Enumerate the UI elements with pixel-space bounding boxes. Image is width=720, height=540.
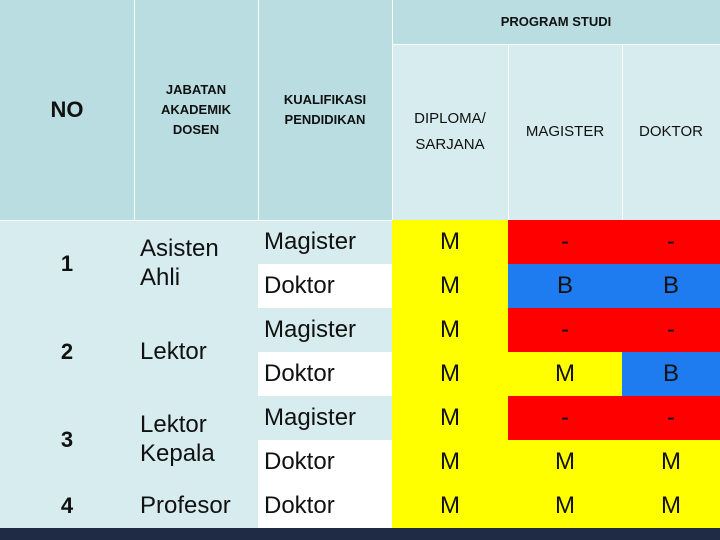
row-4-no-label: 4 bbox=[60, 493, 74, 518]
row-1b-magister-value: B bbox=[556, 271, 573, 299]
row-4-doktor-value: M bbox=[661, 491, 681, 519]
header-magister bbox=[508, 44, 622, 220]
header-doktor bbox=[622, 44, 720, 220]
row-4-diploma-value: M bbox=[440, 491, 460, 519]
row-2b-kualifikasi-label: Doktor bbox=[264, 359, 335, 387]
row-3a-magister bbox=[508, 396, 622, 440]
header-jabatan bbox=[134, 0, 258, 220]
row-2b-kualifikasi bbox=[258, 352, 392, 396]
row-1b-doktor-value: B bbox=[662, 271, 679, 299]
row-1-no-label: 1 bbox=[60, 251, 74, 276]
row-2b-doktor bbox=[622, 352, 720, 396]
row-1a-kualifikasi-label: Magister bbox=[264, 227, 357, 255]
row-3-no-label: 3 bbox=[60, 427, 74, 452]
header-no bbox=[0, 0, 134, 220]
row-4-magister-value: M bbox=[555, 491, 575, 519]
row-2a-diploma bbox=[392, 308, 508, 352]
grid-line bbox=[0, 220, 392, 221]
row-3b-doktor bbox=[622, 440, 720, 484]
row-2-jabatan-label: Lektor bbox=[140, 337, 207, 365]
row-2-jabatan bbox=[134, 308, 258, 396]
row-2a-magister-value: - bbox=[561, 315, 569, 343]
row-3a-kualifikasi-label: Magister bbox=[264, 403, 357, 431]
row-1b-magister bbox=[508, 264, 622, 308]
row-2b-diploma-value: M bbox=[440, 359, 460, 387]
row-1a-diploma bbox=[392, 220, 508, 264]
grid-line bbox=[392, 44, 720, 45]
row-3b-diploma-value: M bbox=[440, 447, 460, 475]
row-3b-diploma bbox=[392, 440, 508, 484]
header-kualifikasi bbox=[258, 0, 392, 220]
row-3a-doktor bbox=[622, 396, 720, 440]
row-3a-diploma bbox=[392, 396, 508, 440]
row-1a-doktor-value: - bbox=[667, 227, 675, 255]
header-program-studi-label: PROGRAM STUDI bbox=[500, 13, 612, 29]
header-diploma bbox=[392, 44, 508, 220]
row-4-jabatan-label: Profesor bbox=[140, 491, 231, 519]
row-1-jabatan-label: Asisten Ahli bbox=[140, 235, 219, 291]
header-diploma-label: DIPLOMA/ SARJANA bbox=[414, 109, 486, 153]
grid-line bbox=[508, 44, 509, 220]
header-doktor-label: DOKTOR bbox=[639, 122, 703, 140]
row-2-no bbox=[0, 308, 134, 396]
row-3a-kualifikasi bbox=[258, 396, 392, 440]
row-1a-magister-value: - bbox=[561, 227, 569, 255]
header-jabatan-label: JABATAN AKADEMIK DOSEN bbox=[160, 81, 232, 138]
row-3b-doktor-value: M bbox=[661, 447, 681, 475]
row-2b-magister bbox=[508, 352, 622, 396]
grid-line bbox=[258, 0, 259, 220]
row-1b-doktor bbox=[622, 264, 720, 308]
row-2b-diploma bbox=[392, 352, 508, 396]
row-3a-doktor-value: - bbox=[667, 403, 675, 431]
header-magister-label: MAGISTER bbox=[525, 122, 605, 140]
row-4-magister bbox=[508, 484, 622, 528]
row-4-jabatan bbox=[134, 484, 258, 528]
row-2a-doktor-value: - bbox=[667, 315, 675, 343]
row-1-no bbox=[0, 220, 134, 308]
grid-line bbox=[134, 0, 135, 220]
row-3-jabatan-label: Lektor Kepala bbox=[140, 411, 215, 467]
row-2a-doktor bbox=[622, 308, 720, 352]
footer-bar bbox=[0, 528, 720, 540]
grid-line bbox=[392, 0, 393, 220]
row-4-diploma bbox=[392, 484, 508, 528]
row-1-jabatan bbox=[134, 220, 258, 308]
row-2b-doktor-value: B bbox=[662, 359, 679, 387]
header-program-studi bbox=[392, 0, 720, 44]
row-1b-kualifikasi bbox=[258, 264, 392, 308]
row-3b-magister-value: M bbox=[555, 447, 575, 475]
header-kualifikasi-label: KUALIFIKASI PENDIDIKAN bbox=[283, 91, 367, 127]
row-2a-diploma-value: M bbox=[440, 315, 460, 343]
row-4-kualifikasi bbox=[258, 484, 392, 528]
row-3b-kualifikasi bbox=[258, 440, 392, 484]
row-1a-diploma-value: M bbox=[440, 227, 460, 255]
row-1b-diploma-value: M bbox=[440, 271, 460, 299]
row-4-kualifikasi-label: Doktor bbox=[264, 491, 335, 519]
row-4-doktor bbox=[622, 484, 720, 528]
header-no-label: NO bbox=[50, 97, 84, 122]
row-2-no-label: 2 bbox=[60, 339, 74, 364]
row-3b-kualifikasi-label: Doktor bbox=[264, 447, 335, 475]
grid-line bbox=[622, 44, 623, 220]
row-3-jabatan bbox=[134, 396, 258, 484]
row-3b-magister bbox=[508, 440, 622, 484]
row-1a-kualifikasi bbox=[258, 220, 392, 264]
row-1a-magister bbox=[508, 220, 622, 264]
row-2a-magister bbox=[508, 308, 622, 352]
row-2b-magister-value: M bbox=[555, 359, 575, 387]
row-2a-kualifikasi-label: Magister bbox=[264, 315, 357, 343]
row-2a-kualifikasi bbox=[258, 308, 392, 352]
row-3-no bbox=[0, 396, 134, 484]
row-1b-diploma bbox=[392, 264, 508, 308]
row-3a-magister-value: - bbox=[561, 403, 569, 431]
row-4-no bbox=[0, 484, 134, 528]
row-1a-doktor bbox=[622, 220, 720, 264]
row-1b-kualifikasi-label: Doktor bbox=[264, 271, 335, 299]
row-3a-diploma-value: M bbox=[440, 403, 460, 431]
